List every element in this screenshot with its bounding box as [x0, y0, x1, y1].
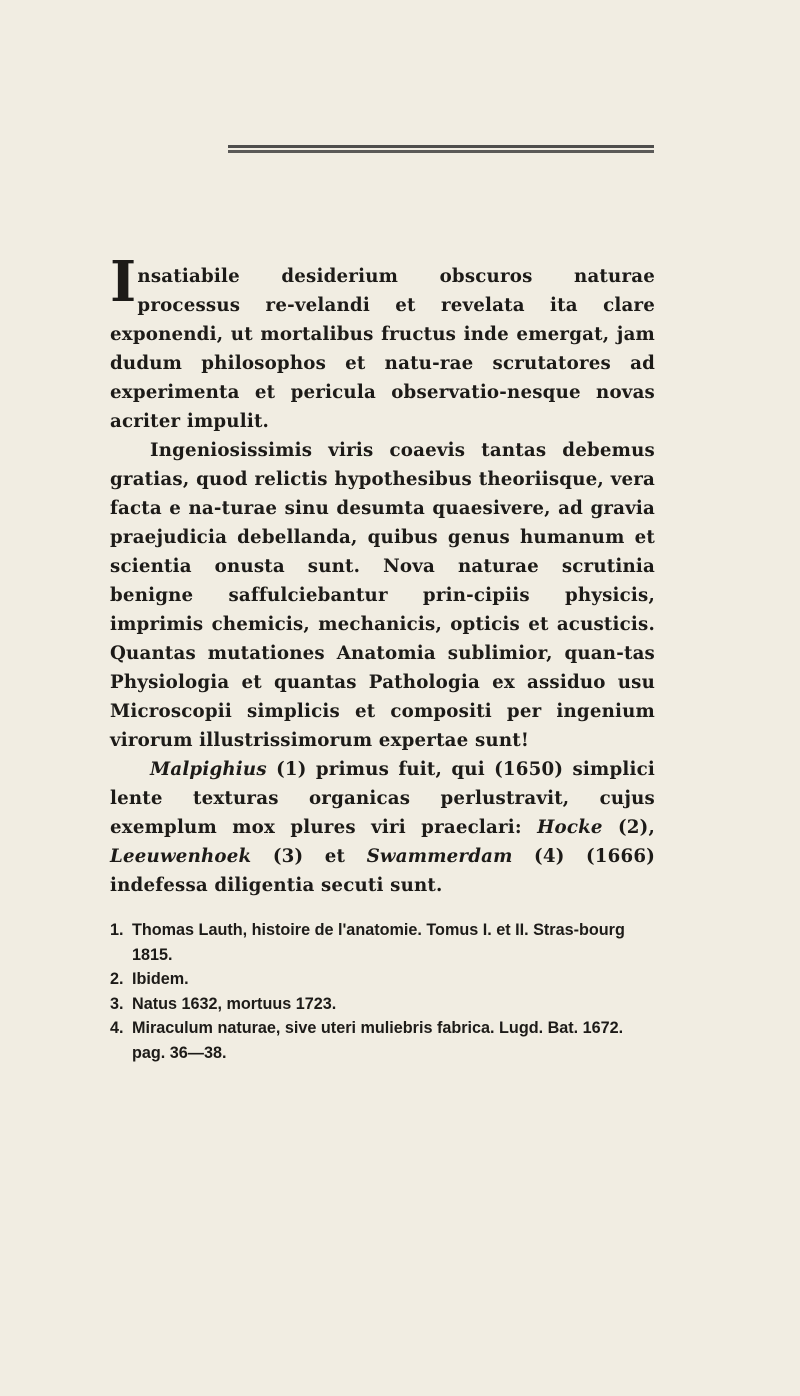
paragraph-1-text: nsatiabile desiderium obscuros naturae processus re-velandi et revelata ita clare exponendi, ut mortalibus fructus inde emergat, jam dudum philosophos et natu-rae scrutatores ad experimenta et pericula observatio-nesque novas acriter impulit.: [110, 266, 655, 432]
footnote-text: Thomas Lauth, histoire de l'anatomie. Tomus I. et II. Stras-bourg 1815.: [132, 921, 625, 964]
name-malpighius: Malpighius: [150, 759, 267, 780]
name-leeuwenhoek: Leeuwenhoek: [110, 846, 252, 867]
footnote-number: 1.: [110, 921, 124, 939]
name-swammerdam: Swammerdam: [366, 846, 513, 867]
name-hocke: Hocke: [537, 817, 603, 838]
footnote-3: [110, 992, 655, 1017]
top-decorative-rule: [228, 142, 654, 158]
paragraph-3-segment-4: (4) (1666) indefessa diligentia secuti sunt.: [110, 846, 655, 896]
paragraph-1: [110, 249, 655, 436]
paragraph-3: [110, 755, 655, 900]
paragraph-3-segment-1: (1) primus fuit, qui (1650) simplici lente texturas organicas perlustravit, cujus exemplum mox plures viri praeclari:: [110, 759, 655, 838]
footnotes: [110, 918, 655, 1065]
footnote-number: 2.: [110, 970, 124, 988]
text-page: [110, 249, 655, 1065]
footnote-text: Miraculum naturae, sive uteri muliebris fabrica. Lugd. Bat. 1672. pag. 36—38.: [132, 1019, 624, 1062]
paragraph-2: Ingeniosissimis viris coaevis tantas debemus gratias, quod relictis hypothesibus theoriisque, vera facta e na-turae sinu desumta quaesivere, ad gravia praejudicia debellanda, quibus genus humanum et scientia onusta sunt. Nova naturae scrutinia benigne saffulciebantur prin-cipiis physicis, imprimis chemicis, mechanicis, opticis et acusticis. Quantas mutationes Anatomia sublimior, quan-tas Physiologia et quantas Pathologia ex assiduo usu Microscopii simplicis et compositi per ingenium virorum illustrissimorum expertae sunt!: [110, 440, 655, 751]
footnote-1: [110, 918, 655, 967]
footnote-text: Natus 1632, mortuus 1723.: [132, 994, 337, 1013]
footnote-number: 3.: [110, 994, 124, 1013]
paragraph-3-segment-3: (3) et: [251, 846, 367, 867]
paragraph-3-segment-2: (2),: [602, 817, 655, 838]
footnote-text: Ibidem.: [132, 970, 189, 988]
footnote-2: [110, 967, 655, 992]
drop-cap-initial: I: [110, 249, 137, 315]
footnote-number: 4.: [110, 1019, 124, 1037]
footnote-4: [110, 1016, 655, 1065]
